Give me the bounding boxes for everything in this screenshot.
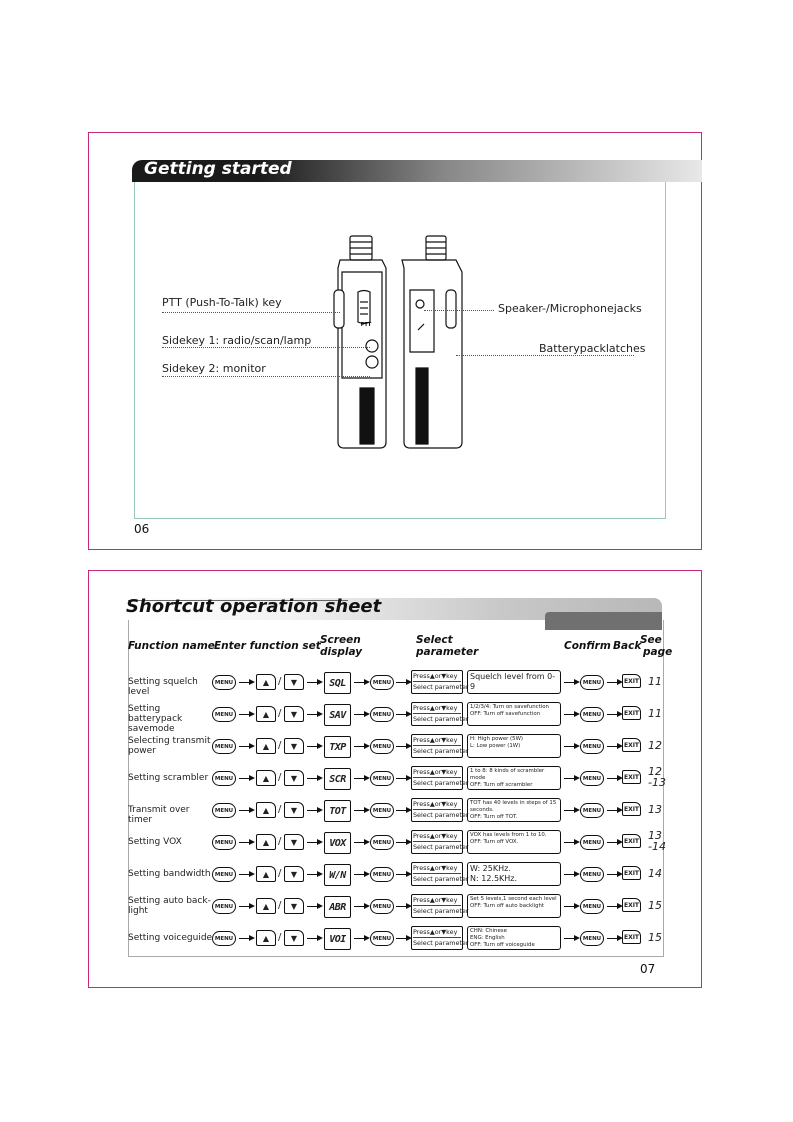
header-screen-display-1: Screen xyxy=(320,634,361,646)
menu-button[interactable]: MENU xyxy=(212,771,236,786)
exit-button[interactable]: EXIT xyxy=(622,770,641,784)
menu-button[interactable]: MENU xyxy=(212,675,236,690)
confirm-menu-button[interactable]: MENU xyxy=(580,899,604,914)
arrow-icon xyxy=(239,746,251,747)
select-parameter-text: Select parameter xyxy=(413,907,469,915)
confirm-menu-button[interactable]: MENU xyxy=(580,803,604,818)
see-page-number: 13 -14 xyxy=(648,829,666,853)
header-function-name: Function name xyxy=(128,640,215,652)
lcd-display: VOI xyxy=(324,928,351,950)
up-key-icon[interactable]: ▲ xyxy=(256,930,276,946)
exit-button[interactable]: EXIT xyxy=(622,802,641,816)
arrow-icon xyxy=(307,938,319,939)
menu-button[interactable]: MENU xyxy=(212,867,236,882)
down-key-icon[interactable]: ▼ xyxy=(284,674,304,690)
lcd-display: SQL xyxy=(324,672,351,694)
arrow-icon xyxy=(307,810,319,811)
table-row xyxy=(128,732,662,762)
arrow-icon xyxy=(239,810,251,811)
arrow-icon xyxy=(239,714,251,715)
see-page-number: 15 xyxy=(648,899,662,912)
parameter-description: 1 to 8: 8 kinds of scrambler mode OFF: Turn off scrambler xyxy=(467,766,561,790)
header-enter-function-set: Enter function set xyxy=(214,640,321,652)
function-name: Setting voiceguide xyxy=(128,933,213,943)
down-key-icon[interactable]: ▼ xyxy=(284,866,304,882)
arrow-icon xyxy=(354,938,366,939)
see-page-number: 11 xyxy=(648,675,662,688)
arrow-icon xyxy=(354,746,366,747)
header-back: Back xyxy=(613,640,642,652)
arrow-icon xyxy=(607,810,619,811)
function-name: Setting bandwidth xyxy=(128,869,211,879)
see-page-number: 15 xyxy=(648,931,662,944)
parameter-description: Squelch level from 0-9 xyxy=(467,670,561,694)
exit-button[interactable]: EXIT xyxy=(622,674,641,688)
arrow-icon xyxy=(239,778,251,779)
exit-button[interactable]: EXIT xyxy=(622,738,641,752)
select-press-key-text: Press▲or▼key xyxy=(413,703,461,714)
arrow-icon xyxy=(307,778,319,779)
select-parameter-text: Select parameter xyxy=(413,939,469,947)
arrow-icon xyxy=(239,938,251,939)
menu-button[interactable]: MENU xyxy=(370,707,394,722)
arrow-icon xyxy=(307,906,319,907)
function-name: Selecting transmit power xyxy=(128,736,211,756)
arrow-icon xyxy=(396,778,408,779)
menu-button[interactable]: MENU xyxy=(212,931,236,946)
select-press-key-text: Press▲or▼key xyxy=(413,767,461,778)
slash-separator: / xyxy=(278,740,282,751)
table-row xyxy=(128,668,662,698)
arrow-icon xyxy=(307,842,319,843)
arrow-icon xyxy=(396,682,408,683)
arrow-icon xyxy=(564,778,576,779)
slash-separator: / xyxy=(278,676,282,687)
table-row xyxy=(128,892,662,922)
arrow-icon xyxy=(307,746,319,747)
up-key-icon[interactable]: ▲ xyxy=(256,770,276,786)
arrow-icon xyxy=(354,842,366,843)
header-select-parameter-1: Select xyxy=(416,634,453,646)
arrow-icon xyxy=(607,682,619,683)
shortcut-title: Shortcut operation sheet xyxy=(126,596,382,617)
sidekey2-leader-line xyxy=(162,376,370,377)
function-name: Setting VOX xyxy=(128,837,182,847)
select-parameter-text: Select parameter xyxy=(413,715,469,723)
select-press-key-text: Press▲or▼key xyxy=(413,895,461,906)
menu-button[interactable]: MENU xyxy=(370,931,394,946)
select-parameter-text: Select parameter xyxy=(413,747,469,755)
menu-button[interactable]: MENU xyxy=(212,899,236,914)
parameter-description: W: 25KHz. N: 12.5KHz. xyxy=(467,862,561,886)
arrow-icon xyxy=(607,906,619,907)
lcd-display: ABR xyxy=(324,896,351,918)
parameter-description: VOX has levels from 1 to 10. OFF: Turn off VOX. xyxy=(467,830,561,854)
slash-separator: / xyxy=(278,900,282,911)
select-parameter-box xyxy=(411,830,469,854)
select-press-key-text: Press▲or▼key xyxy=(413,831,461,842)
menu-button[interactable]: MENU xyxy=(212,803,236,818)
confirm-menu-button[interactable]: MENU xyxy=(580,835,604,850)
lcd-display: W/N xyxy=(324,864,351,886)
lcd-display: TXP xyxy=(324,736,351,758)
menu-button[interactable]: MENU xyxy=(370,739,394,754)
select-press-key-text: Press▲or▼key xyxy=(413,735,461,746)
menu-button[interactable]: MENU xyxy=(212,739,236,754)
arrow-icon xyxy=(607,874,619,875)
radio-illustration xyxy=(320,232,470,450)
confirm-menu-button[interactable]: MENU xyxy=(580,867,604,882)
arrow-icon xyxy=(607,778,619,779)
select-parameter-box xyxy=(411,894,469,918)
down-key-icon[interactable]: ▼ xyxy=(284,834,304,850)
select-parameter-text: Select parameter xyxy=(413,843,469,851)
ptt-label-on-radio: PTT xyxy=(360,322,372,328)
parameter-description: 1/2/3/4: Turn on savefunction OFF: Turn off savefunction xyxy=(467,702,561,726)
speaker-leader-line xyxy=(424,310,494,311)
ptt-key-label: PTT (Push-To-Talk) key xyxy=(162,296,282,309)
menu-button[interactable]: MENU xyxy=(370,771,394,786)
down-key-icon[interactable]: ▼ xyxy=(284,802,304,818)
slash-separator: / xyxy=(278,932,282,943)
menu-button[interactable]: MENU xyxy=(370,867,394,882)
header-screen-display-2: display xyxy=(320,646,363,658)
arrow-icon xyxy=(564,810,576,811)
slash-separator: / xyxy=(278,772,282,783)
arrow-icon xyxy=(396,938,408,939)
arrow-icon xyxy=(239,906,251,907)
ptt-leader-line xyxy=(162,312,340,313)
arrow-icon xyxy=(307,682,319,683)
arrow-icon xyxy=(564,842,576,843)
select-parameter-box xyxy=(411,702,469,726)
select-parameter-box xyxy=(411,766,469,790)
page-number-07: 07 xyxy=(640,962,656,976)
parameter-description: CHN: Chinese ENG: English OFF: Turn off voiceguide xyxy=(467,926,561,950)
select-parameter-text: Select parameter xyxy=(413,683,469,691)
page-number-06: 06 xyxy=(134,522,150,536)
battery-latch-label: Batterypacklatches xyxy=(539,342,646,355)
sidekey1-leader-line xyxy=(162,347,370,348)
down-key-icon[interactable]: ▼ xyxy=(284,898,304,914)
slash-separator: / xyxy=(278,804,282,815)
lcd-display: VOX xyxy=(324,832,351,854)
parameter-description: H: High power (5W) L: Low power (1W) xyxy=(467,734,561,758)
select-parameter-box xyxy=(411,926,469,950)
arrow-icon xyxy=(239,842,251,843)
menu-button[interactable]: MENU xyxy=(212,835,236,850)
up-key-icon[interactable]: ▲ xyxy=(256,802,276,818)
sidekey2-label: Sidekey 2: monitor xyxy=(162,362,266,375)
slash-separator: / xyxy=(278,836,282,847)
arrow-icon xyxy=(564,714,576,715)
exit-button[interactable]: EXIT xyxy=(622,866,641,880)
down-key-icon[interactable]: ▼ xyxy=(284,706,304,722)
down-key-icon[interactable]: ▼ xyxy=(284,770,304,786)
confirm-menu-button[interactable]: MENU xyxy=(580,707,604,722)
arrow-icon xyxy=(354,778,366,779)
see-page-number: 13 xyxy=(648,803,662,816)
parameter-description: Set 5 levels,1 second each level OFF: Turn off auto backlight xyxy=(467,894,561,918)
arrow-icon xyxy=(607,938,619,939)
arrow-icon xyxy=(239,874,251,875)
table-row xyxy=(128,796,662,826)
header-confirm: Confirm xyxy=(564,640,611,652)
arrow-icon xyxy=(354,714,366,715)
header-see-page-2: page xyxy=(643,646,673,658)
exit-button[interactable]: EXIT xyxy=(622,930,641,944)
parameter-description: TOT has 40 levels in steps of 15 seconds. OFF: Turn off TOT. xyxy=(467,798,561,822)
confirm-menu-button[interactable]: MENU xyxy=(580,771,604,786)
select-parameter-text: Select parameter xyxy=(413,811,469,819)
exit-button[interactable]: EXIT xyxy=(622,898,641,912)
arrow-icon xyxy=(564,682,576,683)
table-row xyxy=(128,860,662,890)
arrow-icon xyxy=(607,746,619,747)
arrow-icon xyxy=(564,746,576,747)
arrow-icon xyxy=(396,874,408,875)
up-key-icon[interactable]: ▲ xyxy=(256,674,276,690)
function-name: Setting squelch level xyxy=(128,677,198,697)
sidekey1-label: Sidekey 1: radio/scan/lamp xyxy=(162,334,312,347)
getting-started-title: Getting started xyxy=(144,159,292,179)
select-parameter-box xyxy=(411,670,469,694)
see-page-number: 12 -13 xyxy=(648,765,666,789)
arrow-icon xyxy=(607,842,619,843)
up-key-icon[interactable]: ▲ xyxy=(256,866,276,882)
lcd-display: TOT xyxy=(324,800,351,822)
arrow-icon xyxy=(354,810,366,811)
speaker-jack-label: Speaker-/Microphonejacks xyxy=(498,302,642,315)
function-name: Transmit over timer xyxy=(128,805,190,825)
function-name: Setting auto back-light xyxy=(128,896,211,916)
table-row xyxy=(128,924,662,954)
select-parameter-box xyxy=(411,734,469,758)
select-parameter-text: Select parameter xyxy=(413,875,469,883)
arrow-icon xyxy=(396,714,408,715)
see-page-number: 12 xyxy=(648,739,662,752)
table-row xyxy=(128,828,666,858)
confirm-menu-button[interactable]: MENU xyxy=(580,739,604,754)
arrow-icon xyxy=(396,746,408,747)
select-parameter-box xyxy=(411,862,469,886)
slash-separator: / xyxy=(278,708,282,719)
up-key-icon[interactable]: ▲ xyxy=(256,738,276,754)
select-parameter-text: Select parameter xyxy=(413,779,469,787)
table-row xyxy=(128,764,666,794)
lcd-display: SCR xyxy=(324,768,351,790)
arrow-icon xyxy=(564,906,576,907)
select-press-key-text: Press▲or▼key xyxy=(413,671,461,682)
function-name: Setting scrambler xyxy=(128,773,209,783)
arrow-icon xyxy=(354,682,366,683)
header-see-page-1: See xyxy=(640,634,662,646)
menu-button[interactable]: MENU xyxy=(370,899,394,914)
menu-button[interactable]: MENU xyxy=(212,707,236,722)
see-page-number: 11 xyxy=(648,707,662,720)
select-press-key-text: Press▲or▼key xyxy=(413,799,461,810)
arrow-icon xyxy=(354,874,366,875)
battery-leader-line xyxy=(456,355,634,356)
exit-button[interactable]: EXIT xyxy=(622,834,641,848)
up-key-icon[interactable]: ▲ xyxy=(256,834,276,850)
arrow-icon xyxy=(396,906,408,907)
select-press-key-text: Press▲or▼key xyxy=(413,927,461,938)
arrow-icon xyxy=(564,874,576,875)
confirm-menu-button[interactable]: MENU xyxy=(580,675,604,690)
arrow-icon xyxy=(396,842,408,843)
menu-button[interactable]: MENU xyxy=(370,803,394,818)
up-key-icon[interactable]: ▲ xyxy=(256,898,276,914)
header-select-parameter-2: parameter xyxy=(416,646,479,658)
function-name: Setting batterypack savemode xyxy=(128,704,183,734)
menu-button[interactable]: MENU xyxy=(370,835,394,850)
menu-button[interactable]: MENU xyxy=(370,675,394,690)
slash-separator: / xyxy=(278,868,282,879)
confirm-menu-button[interactable]: MENU xyxy=(580,931,604,946)
table-row xyxy=(128,700,662,734)
see-page-number: 14 xyxy=(648,867,662,880)
down-key-icon[interactable]: ▼ xyxy=(284,738,304,754)
exit-button[interactable]: EXIT xyxy=(622,706,641,720)
lcd-display: SAV xyxy=(324,704,351,726)
arrow-icon xyxy=(354,906,366,907)
select-parameter-box xyxy=(411,798,469,822)
arrow-icon xyxy=(607,714,619,715)
up-key-icon[interactable]: ▲ xyxy=(256,706,276,722)
arrow-icon xyxy=(564,938,576,939)
arrow-icon xyxy=(307,874,319,875)
arrow-icon xyxy=(239,682,251,683)
select-press-key-text: Press▲or▼key xyxy=(413,863,461,874)
arrow-icon xyxy=(307,714,319,715)
arrow-icon xyxy=(396,810,408,811)
down-key-icon[interactable]: ▼ xyxy=(284,930,304,946)
